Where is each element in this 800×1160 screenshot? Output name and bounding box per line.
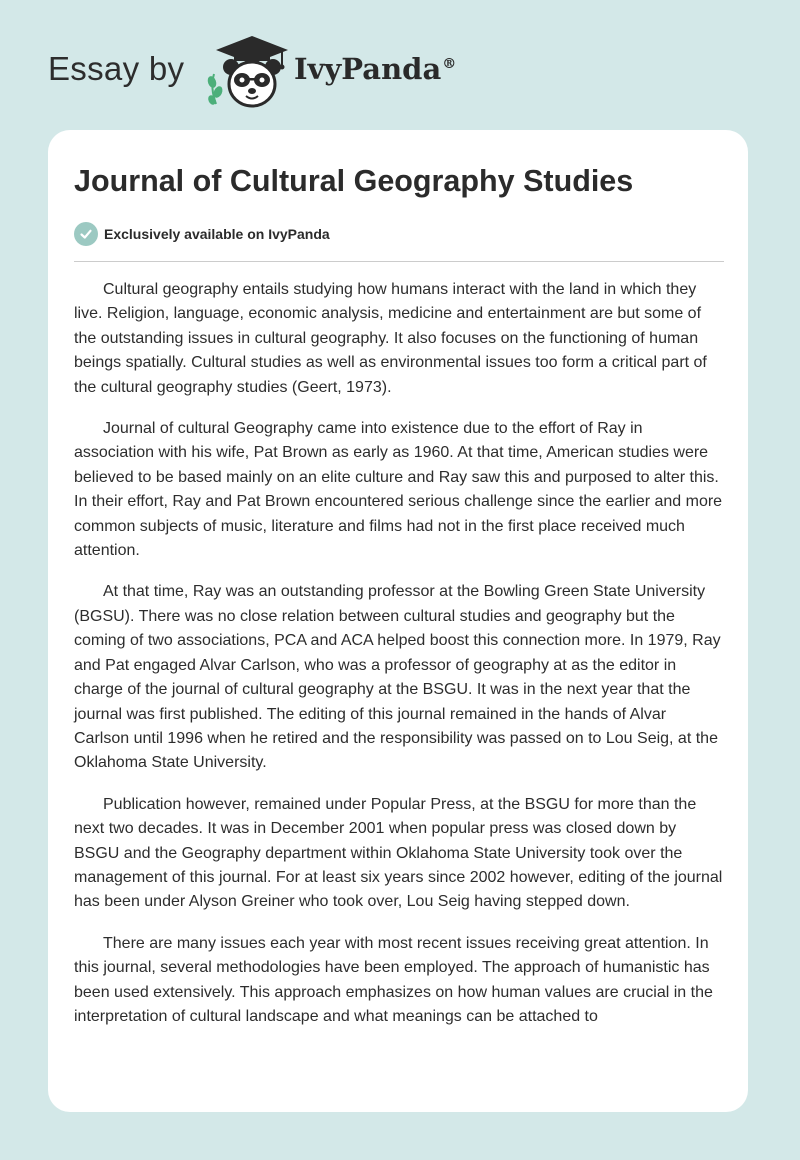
essay-paragraph: Cultural geography entails studying how humans interact with the land in which they live. Religion, language, economic analysis, medicine and entertainment are but some of the outstanding issues in cultural geography. It also focuses on the functioning of human beings spatially. Cultural studies as well as environmental issues too form a critical part of the cultural geography studies (Geert, 1973). xyxy=(74,281,707,396)
site-header xyxy=(48,30,508,110)
essay-paragraph: Journal of cultural Geography came into existence due to the effort of Ray in association with his wife, Pat Brown as early as 1960. At that time, American studies were believed to be based mainly on an elite culture and Ray saw this and purposed to alter this. In their effort, Ray and Pat Brown encountered serious challenge since the earlier and more common subjects of music, literature and films had not in the first place received much attention. xyxy=(74,420,723,560)
essay-paragraph: At that time, Ray was an outstanding professor at the Bowling Green State University (BGSU). There was no close relation between cultural studies and geography but the coming of two associations, PCA and ACA helped boost this connection more. In 1979, Ray and Pat engaged Alvar Carlson, who was a professor of geography at as the editor in charge of the journal of cultural geography at the BSGU. It was in the next year that the journal was first published. The editing of this journal remained in the hands of Alvar Carlson until 1996 when he retired and the responsibility was passed on to Lou Seig, at the Oklahoma State University. xyxy=(74,583,721,772)
essay-title: Journal of Cultural Geography Studies xyxy=(74,164,634,198)
essay-by-label: Essay by xyxy=(48,50,185,87)
ivypanda-logo-icon xyxy=(202,34,294,110)
essay-card xyxy=(48,130,748,1112)
essay-body xyxy=(74,278,725,1046)
essay-paragraph: Publication however, remained under Popular Press, at the BSGU for more than the next two decades. It was in December 2001 when popular press was closed down by BSGU and the Geography department within Oklahoma State University took over the management of this journal. For at least six years since 2002 however, editing of the journal has been under Alyson Greiner who took over, Lou Seig having stepped down. xyxy=(74,795,723,911)
exclusive-badge xyxy=(74,222,330,246)
registered-mark: ® xyxy=(442,56,457,73)
check-circle-icon xyxy=(74,222,98,246)
exclusive-label: Exclusively available on IvyPanda xyxy=(104,226,330,242)
essay-paragraph: There are many issues each year with most recent issues receiving great attention. In this journal, several methodologies have been employed. The approach of humanistic has been used extensively. This approach emphasizes on how human values are crucial in the interpretation of cultural landscape and what meanings can be attached to xyxy=(74,934,713,1025)
title-divider xyxy=(74,261,724,262)
ivypanda-brand-name: IvyPanda® xyxy=(294,52,457,86)
